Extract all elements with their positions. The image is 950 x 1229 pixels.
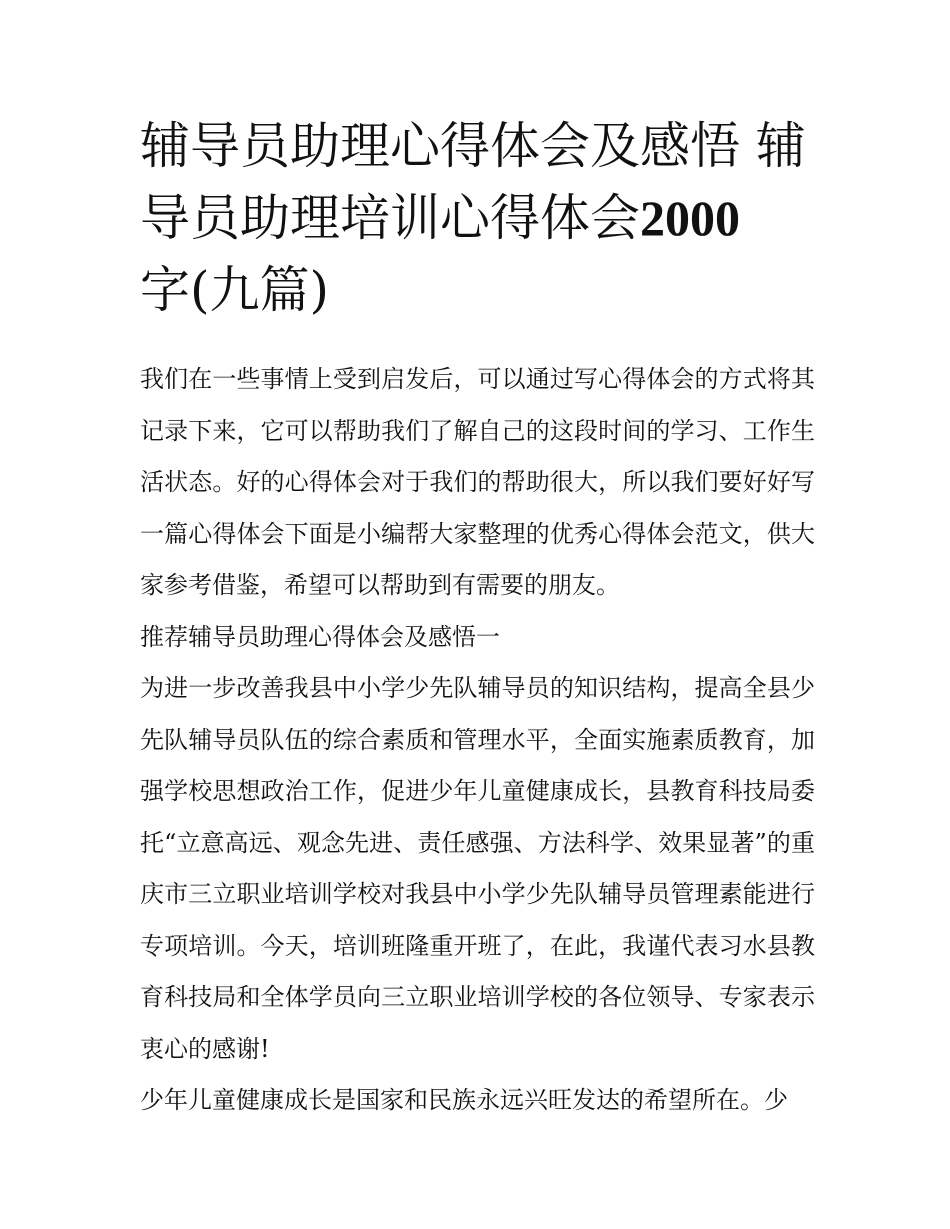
title-text-main: 辅导员助理心得体会及感悟 辅导员助理培训心得体会: [140, 117, 806, 247]
body-paragraph: 为进一步改善我县中小学少先队辅导员的知识结构，提高全县少先队辅导员队伍的综合素质和管理水平，全面实施素质教育，加强学校思想政治工作，促进少年儿童健康成长，县教育科技局委托“立意高远、观念先进、责任感强、方法科学、效果显著”的重庆市三立职业培训学校对我县中小学少先队辅导员管理素能进行专项培训。今天，培训班隆重开班了，在此，我谨代表习水县教育科技局和全体学员向三立职业培训学校的各位领导、专家表示衷心的感谢!: [140, 674, 815, 1063]
intro-paragraph: 我们在一些事情上受到启发后，可以通过写心得体会的方式将其记录下来，它可以帮助我们了解自己的这段时间的学习、工作生活状态。好的心得体会对于我们的帮助很大，所以我们要好好写一篇心得体会下面是小编帮大家整理的优秀心得体会范文，供大家参考借鉴，希望可以帮助到有需要的朋友。: [140, 365, 815, 599]
section-heading: 推荐辅导员助理心得体会及感悟一: [140, 622, 500, 651]
title-number: 2000: [640, 190, 740, 246]
document-body: [140, 354, 815, 1127]
body-paragraph-continued: 少年儿童健康成长是国家和民族永远兴旺发达的希望所在。少: [140, 1086, 788, 1114]
document-title: [140, 110, 820, 326]
title-text-suffix: 字(九篇): [140, 261, 330, 319]
